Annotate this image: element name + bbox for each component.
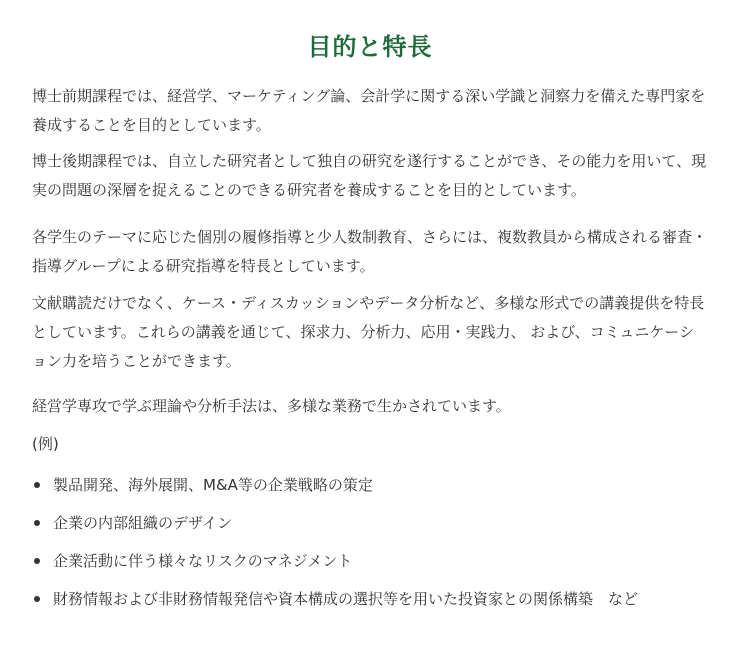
bullet-icon — [34, 520, 40, 526]
paragraph-individual-guidance: 各学生のテーマに応じた個別の履修指導と少人数制教育、さらには、複数教員から構成される審査・指導グループによる研究指導を特長としています。 — [32, 228, 708, 275]
list-item-text: 企業の内部組織のデザイン — [53, 514, 232, 532]
list-item-text: 製品開発、海外展開、M&A等の企業戦略の策定 — [53, 476, 373, 494]
bullet-icon — [34, 558, 40, 564]
list-item — [32, 542, 712, 580]
bullet-icon — [34, 596, 40, 602]
list-item — [32, 466, 712, 504]
bullet-icon — [34, 482, 40, 488]
list-item — [32, 580, 712, 618]
section-title: 目的と特長 — [307, 33, 433, 61]
paragraph-doctoral-program: 博士後期課程では、自立した研究者として独自の研究を遂行することができ、その能力を用いて、現実の問題の深層を捉えることのできる研究者を養成することを目的としています。 — [32, 152, 707, 199]
paragraph-masters-program: 博士前期課程では、経営学、マーケティング論、会計学に関する深い学識と洞察力を備えた専門家を養成することを目的としています。 — [32, 87, 706, 134]
paragraph-applications: 経営学専攻で学ぶ理論や分析手法は、多様な業務で生かされています。 — [32, 397, 511, 415]
paragraph-lecture-formats: 文献購読だけでなく、ケース・ディスカッションやデータ分析など、多様な形式での講義提供を特長としています。これらの講義を通じて、探求力、分析力、応用・実践力、 および、コミュニケーション力を培うことができます。 — [32, 294, 705, 370]
example-label: (例) — [32, 435, 59, 453]
list-item-text: 財務情報および非財務情報発信や資本構成の選択等を用いた投資家との関係構築 など — [53, 590, 639, 608]
list-item-text: 企業活動に伴う様々なリスクのマネジメント — [53, 552, 353, 570]
examples-list — [32, 466, 712, 618]
list-item — [32, 504, 712, 542]
